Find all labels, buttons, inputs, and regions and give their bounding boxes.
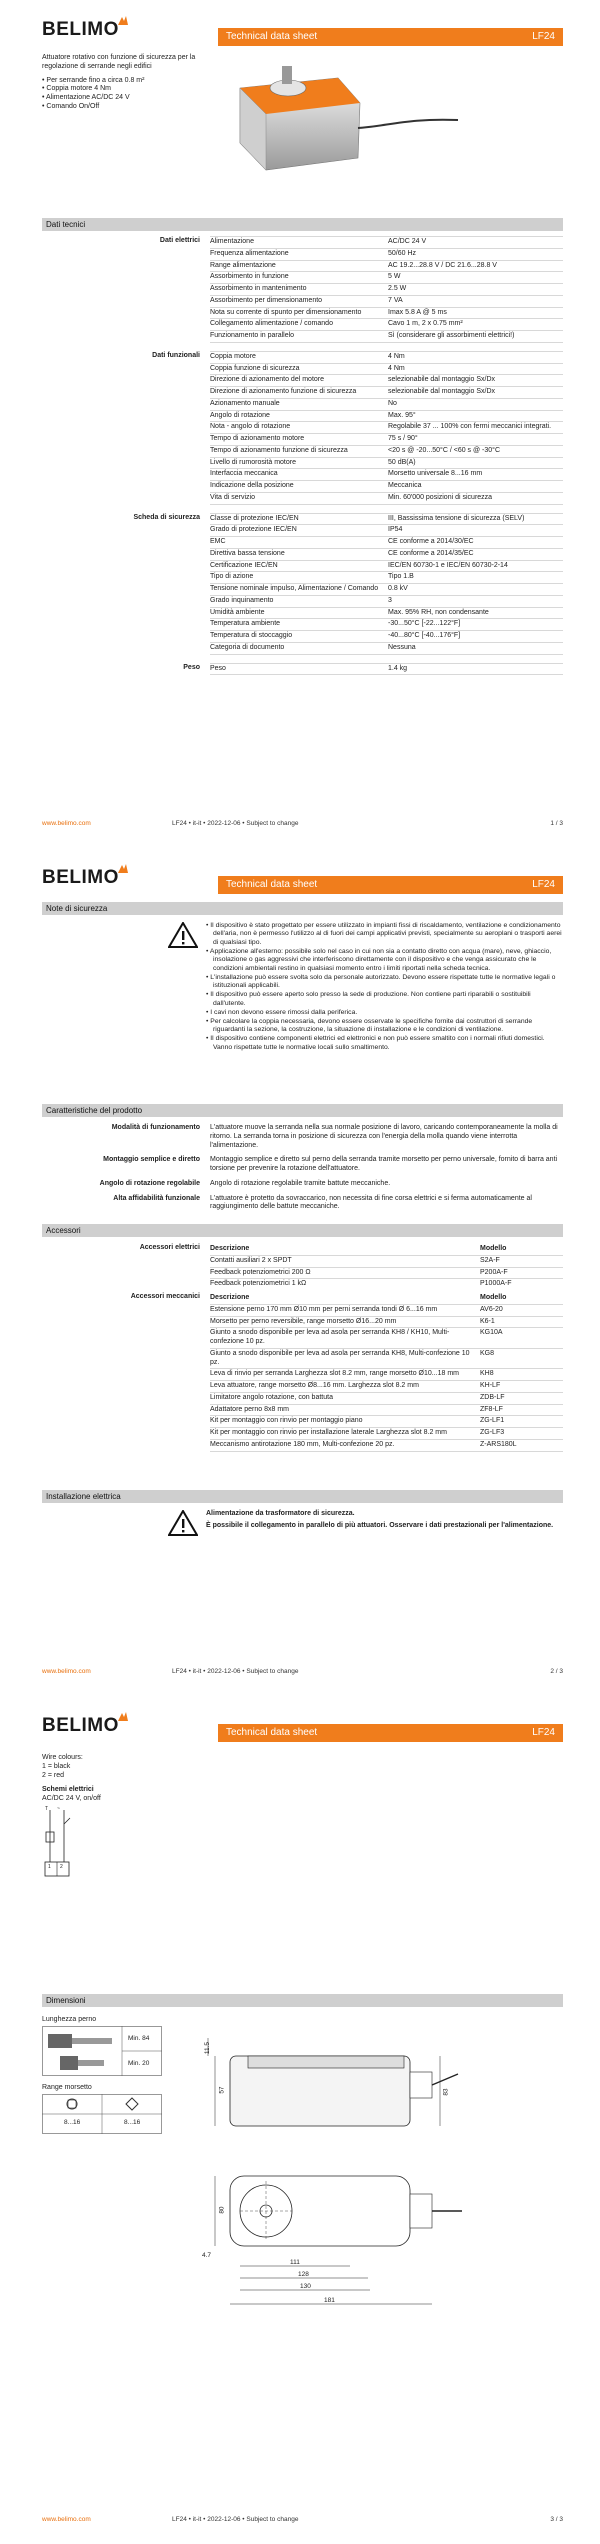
wiring-diagram: T ~ 1 2 — [44, 1806, 84, 1886]
clamp-range-title: Range morsetto — [42, 2084, 92, 2091]
footer — [42, 1668, 563, 1678]
safety-bullet: • Per calcolare la coppia necessaria, devono essere osservate le specifiche fornite dai costruttori di serrande riguardanti la sezione, la costruzione, la situazione di installazione e le condizioni di ventilazione. — [206, 1018, 563, 1035]
tech-row: Funzionamento in parallelo Sì (considerare gli assorbimenti elettrici!) — [210, 330, 563, 343]
intro-bullets — [42, 77, 212, 112]
page-2 — [0, 848, 600, 1696]
tech-row: Direzione di azionamento del motore selezionabile dal montaggio Sx/Dx — [210, 374, 563, 386]
clamp-range-drawing — [42, 2094, 162, 2134]
wire-colour-2: 2 = red — [42, 1771, 64, 1779]
group-label: Dati elettrici — [159, 237, 200, 244]
footer-link[interactable]: www.belimo.com — [42, 2516, 91, 2523]
section-safety-header: Note di sicurezza — [42, 902, 563, 915]
section-dimensions-header: Dimensioni — [42, 1994, 563, 2007]
spindle-length-title: Lunghezza perno — [42, 2016, 97, 2023]
tech-table — [42, 236, 563, 683]
wiring-schemes-title: Schemi elettrici — [42, 1786, 94, 1794]
tech-row: Vita di servizio Min. 60'000 posizioni di sicurezza — [210, 492, 563, 505]
logo-mark-icon — [117, 15, 129, 25]
tech-row: Alimentazione AC/DC 24 V — [210, 236, 563, 248]
dim-11-5: 11.5 — [204, 2041, 212, 2055]
wire-colours-title: Wire colours: — [42, 1754, 83, 1761]
tech-row: Frequenza alimentazione 50/60 Hz — [210, 248, 563, 260]
electrical-install-note — [168, 1510, 563, 1536]
safety-bullet: • Il dispositivo è stato progettato per essere utilizzato in impianti fissi di riscaldamento, ventilazione e condizionamento dell'aria, non è permesso l'utilizzo al di fuori dei campi applicativi previsti, specialmente su aeroplani o trasporti aerei di qualsiasi tipo. — [206, 922, 563, 947]
spindle-length-drawing — [42, 2026, 162, 2076]
clamp-range-round: 8...16 — [64, 2119, 81, 2126]
belimo-logo: BELIMO — [42, 866, 129, 890]
section-tech-header: Dati tecnici — [42, 218, 563, 231]
warning-icon — [168, 1510, 198, 1536]
accessories-mechanical-label: Accessori meccanici — [130, 1293, 200, 1300]
tech-row: Assorbimento in mantenimento 2.5 W — [210, 283, 563, 295]
accessory-row: Adattatore perno 8x8 mm ZF8-LF — [210, 1404, 563, 1416]
section-features-header: Caratteristiche del prodotto — [42, 1104, 563, 1117]
accessory-row: Morsetto per perno reversibile, range morsetto Ø16...20 mm K6-1 — [210, 1316, 563, 1328]
tech-row: Angolo di rotazione Max. 95° — [210, 410, 563, 422]
safety-notes — [168, 922, 563, 1053]
feature-row: Montaggio semplice e diretto Montaggio semplice e diretto sul perno della serranda tramite morsetto per perno universale, fornito di barra anti torsione per prevenire la rotazione dell'attuatore. — [103, 1156, 558, 1172]
wiring-info — [42, 1754, 101, 1804]
tech-row: Grado di protezione IEC/EN IP54 — [210, 524, 563, 536]
intro — [42, 54, 212, 112]
tech-row: Temperatura di stoccaggio -40...80°C [-40...176°F] — [210, 630, 563, 642]
tech-row: Interfaccia meccanica Morsetto universale 8...16 mm — [210, 468, 563, 480]
accessories-header-row: Descrizione Modello — [210, 1245, 507, 1252]
page-number: 2 / 3 — [550, 1668, 563, 1675]
footer-meta: LF24 • it-it • 2022-12-06 • Subject to change — [172, 820, 299, 827]
tech-row: Temperatura ambiente -30...50°C [-22...122°F] — [210, 618, 563, 630]
group-label: Scheda di sicurezza — [133, 513, 200, 521]
warning-icon — [168, 922, 198, 948]
accessory-row: Limitatore angolo rotazione, con battuta ZDB-LF — [210, 1392, 563, 1404]
actuator-outline-svg — [200, 2016, 480, 2336]
tech-row: Certificazione IEC/EN IEC/EN 60730-1 e IEC/EN 60730-2-14 — [210, 560, 563, 572]
tech-row: Tempo di azionamento motore 75 s / 90° — [210, 433, 563, 445]
tech-row: Collegamento alimentazione / comando Cavo 1 m, 2 x 0.75 mm² — [210, 318, 563, 330]
page-3 — [0, 1696, 600, 2544]
tech-row: Assorbimento per dimensionamento 7 VA — [210, 295, 563, 307]
accessory-row: Contatti ausiliari 2 x SPDT S2A-F — [210, 1255, 563, 1267]
group-label: Dati funzionali — [152, 351, 200, 359]
tech-row: Nota su corrente di spunto per dimensionamento Imax 5.8 A @ 5 ms — [210, 307, 563, 319]
belimo-logo: BELIMO — [42, 18, 129, 42]
features — [42, 1124, 563, 1218]
tech-row: Tempo di azionamento funzione di sicurezza <20 s @ -20...50°C / <60 s @ -30°C — [210, 445, 563, 457]
dim-80: 80 — [218, 2206, 226, 2214]
accessory-row: Estensione perno 170 mm Ø10 mm per perni serranda tondi Ø 6...16 mm AV6-20 — [210, 1304, 563, 1316]
wiring-schemes-subtitle: AC/DC 24 V, on/off — [42, 1795, 101, 1802]
tech-row: Coppia funzione di sicurezza 4 Nm — [210, 363, 563, 375]
tech-row: EMC CE conforme a 2014/30/EC — [210, 536, 563, 548]
footer — [42, 2516, 563, 2526]
page-number: 1 / 3 — [550, 820, 563, 827]
logo-mark-icon — [117, 863, 129, 873]
tech-row: Tipo di azione Tipo 1.B — [210, 571, 563, 583]
header-bar: Technical data sheet LF24 — [218, 876, 563, 894]
accessory-row: Feedback potenziometrici 1 kΩ P1000A-F — [210, 1278, 563, 1290]
accessory-row: Meccanismo antirotazione 180 mm, Multi-confezione 20 pz. Z-ARS180L — [210, 1439, 563, 1452]
accessories — [42, 1244, 563, 1452]
belimo-logo: BELIMO — [42, 1714, 129, 1738]
dim-130: 130 — [300, 2283, 311, 2290]
safety-bullet: • Il dispositivo contiene componenti elettrici ed elettronici e non può essere smaltito con i normali rifiuti domestici. Vanno rispettate tutte le normative locali sullo smaltimento. — [206, 1035, 563, 1052]
actuator-product-image — [218, 48, 468, 178]
page-number: 3 / 3 — [550, 2516, 563, 2523]
accessory-row: Giunto a snodo disponibile per leva ad asola per serranda KH8, Multi-confezione 10 pz. KG8 — [210, 1348, 563, 1369]
spindle-min-20: Min. 20 — [128, 2060, 150, 2067]
tech-row: Indicazione della posizione Meccanica — [210, 480, 563, 492]
accessory-row: Kit per montaggio con rinvio per installazione laterale Larghezza slot 8.2 mm ZG-LF3 — [210, 1427, 563, 1439]
tech-row: Azionamento manuale No — [210, 398, 563, 410]
page-1 — [0, 0, 600, 848]
intro-description: Attuatore rotativo con funzione di sicurezza per la regolazione di serrande negli edifici — [42, 54, 196, 70]
accessories-header-row: Descrizione Modello — [210, 1294, 507, 1301]
section-electrical-header: Installazione elettrica — [42, 1490, 563, 1503]
wiring-diagram-svg — [44, 1806, 84, 1886]
wire-colour-1: 1 = black — [42, 1762, 71, 1770]
header-bar: Technical data sheet LF24 — [218, 1724, 563, 1742]
dim-83: 83 — [442, 2088, 450, 2096]
tech-row: Grado inquinamento 3 — [210, 595, 563, 607]
dim-128: 128 — [298, 2271, 309, 2278]
safety-bullet: • L'installazione può essere svolta solo da personale autorizzato. Devono essere rispettate tutte le normative legali o istituzionali applicabili. — [206, 974, 563, 991]
accessory-row: Giunto a snodo disponibile per leva ad asola per serranda KH8 / KH10, Multi-confezione 10 pz. KG10A — [210, 1327, 563, 1348]
safety-bullet: • I cavi non devono essere rimossi dalla periferica. — [206, 1009, 563, 1017]
tech-row: Assorbimento in funzione 5 W — [210, 271, 563, 283]
tech-row: Direttiva bassa tensione CE conforme a 2014/35/EC — [210, 548, 563, 560]
intro-bullet: • Alimentazione AC/DC 24 V — [42, 94, 212, 103]
tech-row: Direzione di azionamento funzione di sicurezza selezionabile dal montaggio Sx/Dx — [210, 386, 563, 398]
tech-row: Categoria di documento Nessuna — [210, 642, 563, 655]
group-safety — [42, 513, 563, 655]
feature-row: Alta affidabilità funzionale L'attuatore è protetto da sovraccarico, non necessita di fine corsa elettrici e si ferma automaticamente al raggiungimento delle battute meccaniche. — [113, 1194, 532, 1211]
group-label: Peso — [183, 663, 200, 671]
section-accessories-header: Accessori — [42, 1224, 563, 1237]
spindle-min-84: Min. 84 — [128, 2035, 150, 2042]
tech-row: Livello di rumorosità motore 50 dB(A) — [210, 457, 563, 469]
model-name: LF24 — [532, 30, 555, 42]
actuator-dimension-drawing — [200, 2016, 480, 2336]
footer — [42, 820, 563, 830]
tech-row: Nota - angolo di rotazione Regolabile 37 ... 100% con fermi meccanici integrati. — [210, 421, 563, 433]
dim-111: 111 — [290, 2259, 300, 2266]
dim-4-7: 4.7 — [202, 2252, 212, 2259]
tech-row: Coppia motore 4 Nm — [210, 351, 563, 363]
accessory-row: Leva di rinvio per serranda Larghezza slot 8.2 mm, range morsetto Ø10...18 mm KH8 — [210, 1368, 563, 1380]
group-electrical — [42, 236, 563, 343]
accessory-row: Leva attuatore, range morsetto Ø8...16 mm. Larghezza slot 8.2 mm KH-LF — [210, 1380, 563, 1392]
dim-181: 181 — [324, 2297, 335, 2304]
intro-bullet: • Coppia motore 4 Nm — [42, 85, 212, 94]
intro-bullet: • Comando On/Off — [42, 103, 212, 112]
tech-row: Classe di protezione IEC/EN III, Bassissima tensione di sicurezza (SELV) — [210, 513, 563, 525]
accessory-row: Feedback potenziometrici 200 Ω P200A-F — [210, 1267, 563, 1279]
spindle-dimensions — [42, 2016, 162, 2176]
tech-row: Peso 1.4 kg — [210, 663, 563, 676]
electrical-line-2: È possibile il collegamento in parallelo di più attuatori. Osservare i dati prestazionali per l'alimentazione. — [206, 1521, 554, 1529]
feature-row: Angolo di rotazione regolabile Angolo di rotazione regolabile tramite battute meccaniche. — [99, 1179, 391, 1187]
accessories-electrical-label: Accessori elettrici — [139, 1244, 200, 1251]
logo-mark-icon — [117, 1711, 129, 1721]
footer-meta: LF24 • it-it • 2022-12-06 • Subject to change — [172, 1668, 299, 1675]
safety-bullet: • Il dispositivo può essere aperto solo presso la sede di produzione. Non contiene parti riparabili o sostituibili dall'utente. — [206, 991, 563, 1008]
intro-bullet: • Per serrande fino a circa 0.8 m² — [42, 77, 212, 86]
footer-link[interactable]: www.belimo.com — [42, 820, 91, 827]
electrical-line-1: Alimentazione da trasformatore di sicurezza. — [206, 1510, 355, 1517]
tech-row: Umidità ambiente Max. 95% RH, non condensante — [210, 607, 563, 619]
sheet-title: Technical data sheet — [226, 30, 318, 42]
tech-row: Range alimentazione AC 19.2...28.8 V / DC 21.6...28.8 V — [210, 260, 563, 272]
footer-meta: LF24 • it-it • 2022-12-06 • Subject to change — [172, 2516, 299, 2523]
tech-row: Tensione nominale impulso, Alimentazione / Comando 0.8 kV — [210, 583, 563, 595]
dim-57: 57 — [218, 2086, 226, 2094]
group-functional — [42, 351, 563, 505]
accessory-row: Kit per montaggio con rinvio per montaggio piano ZG-LF1 — [210, 1415, 563, 1427]
group-weight — [42, 663, 563, 676]
feature-row: Modalità di funzionamento L'attuatore muove la serranda nella sua normale posizione di lavoro, caricando contemporaneamente la molla di ritorno. La serranda torna in posizione di sicurezza con l'energia della molla quando viene interrotta l'alimentazione. — [111, 1124, 558, 1149]
clamp-range-square: 8...16 — [124, 2119, 141, 2126]
safety-bullet: • Applicazione all'esterno: possibile solo nel caso in cui non sia a contatto diretto con acqua (mare), neve, ghiaccio, insolazione o gas aggressivi che interferiscono direttamente con il dispositivo e che venga assicurato che le condizioni ambientali restino in qualsiasi momento entro i limiti riportati nella scheda tecnica. — [206, 948, 563, 973]
footer-link[interactable]: www.belimo.com — [42, 1668, 91, 1675]
header-bar — [218, 28, 563, 46]
